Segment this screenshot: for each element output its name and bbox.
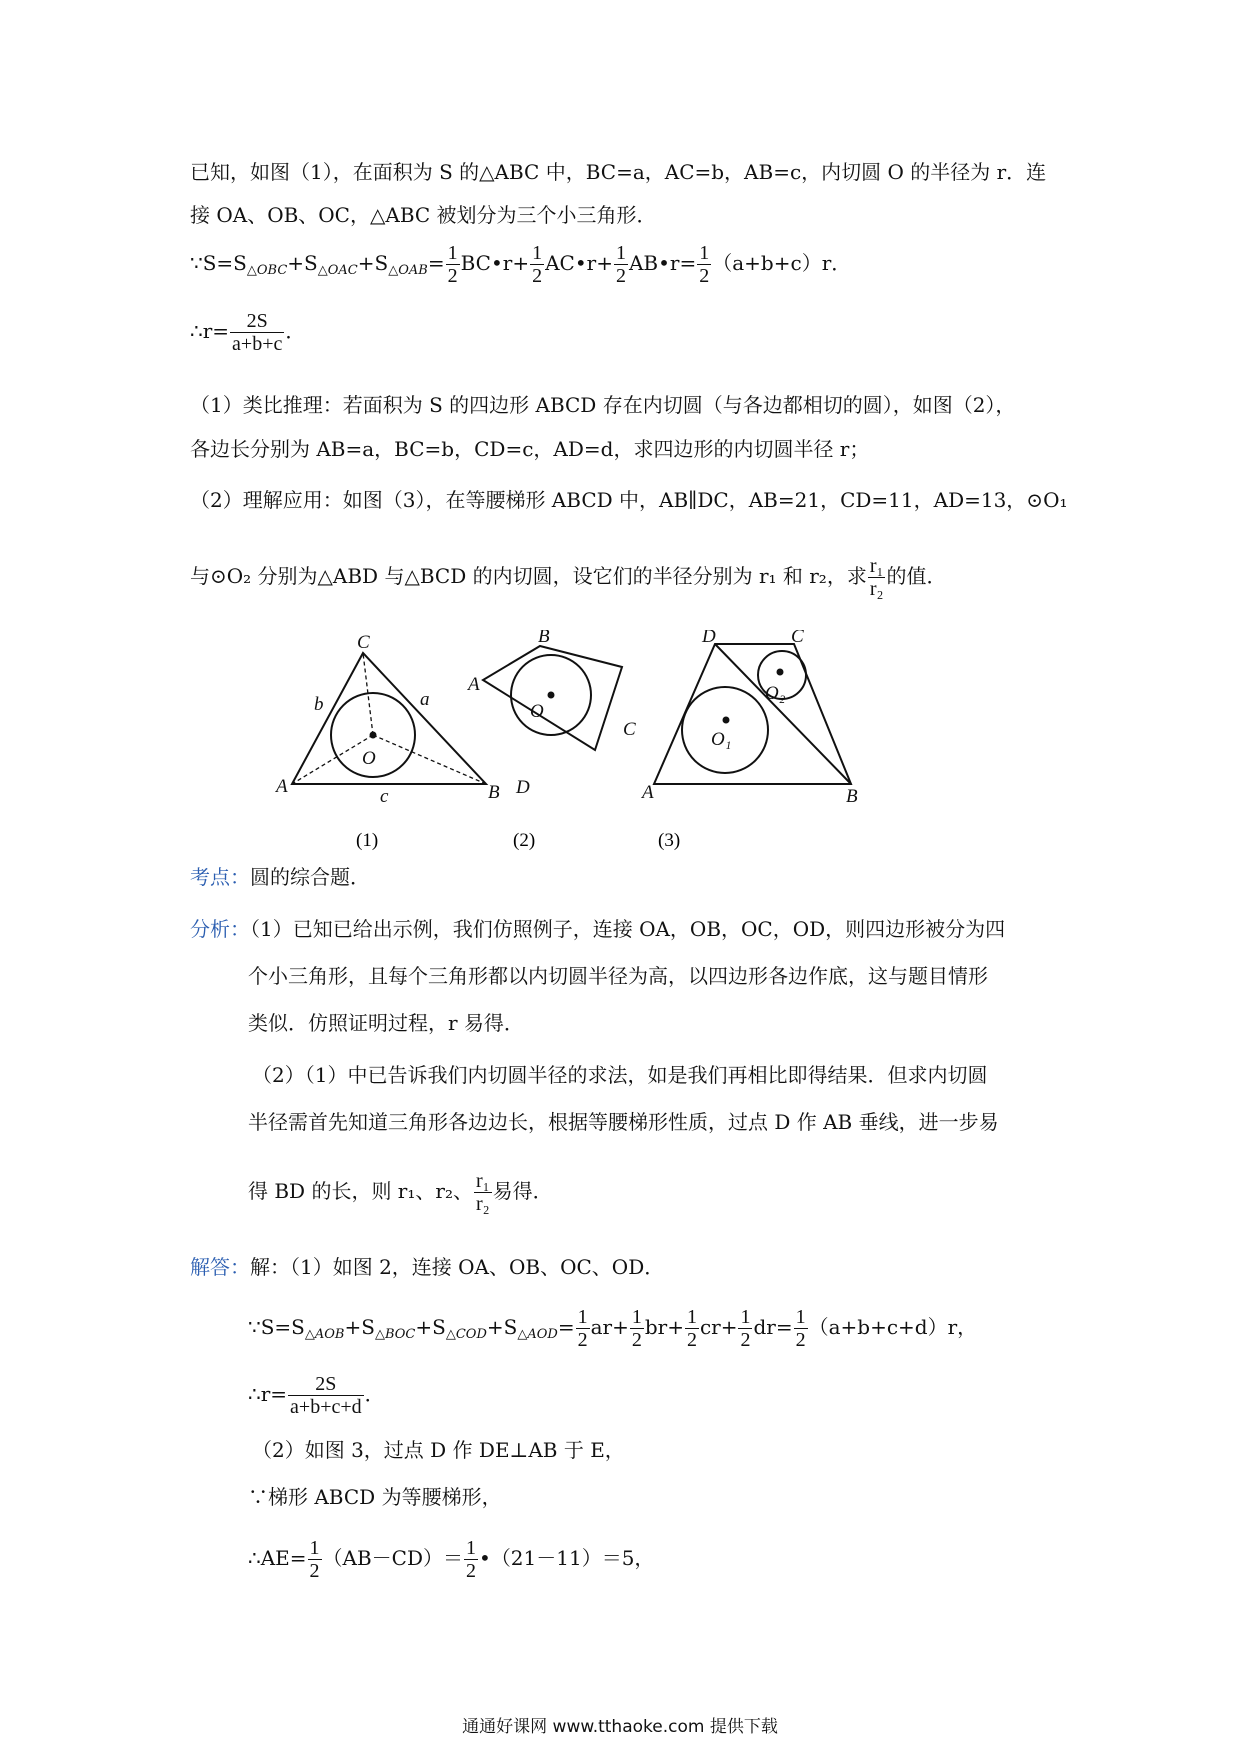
fenxi-tail: 易得． [492, 1179, 553, 1203]
fenxi-line-4: （2）（1）中已告诉我们内切圆半径的求法，如是我们再相比即得结果．但求内切圆 [252, 1063, 988, 1087]
fig1-label-O: O [362, 748, 376, 769]
fraction-half: $\frac{1}{2}$ [686, 1306, 697, 1351]
eq-prefix: ∴r= [248, 1382, 288, 1406]
fig2-caption: (2) [513, 830, 536, 851]
q2-tail: 的值． [886, 564, 947, 588]
jieda-equation-r: ∴r= $\frac{2S}{a+b+c+d}$ ． [248, 1373, 385, 1418]
fraction-half: $\frac{1}{2}$ [577, 1306, 588, 1351]
fraction-half: $\frac{1}{2}$ [699, 242, 710, 287]
fig3-caption: (3) [658, 830, 681, 851]
subscript: △AOB [304, 1327, 345, 1342]
fraction-half: $\frac{1}{2}$ [631, 1306, 642, 1351]
fenxi-line-2: 个小三角形，且每个三角形都以内切圆半径为高，以四边形各边作底，这与题目情形 [248, 964, 988, 988]
jieda-equation-sum: $\because S=S_{\triangle AOB}+S_{\triangle BOC}+S_{\triangle COD}+S_{\triangle AOD}=$ $\frac{1}{2}$ ar+ $\frac{1}{2}$ br+ $\frac{1}{2}$ cr+ $\frac{1}{2}$ dr= $\frac{1}{2}$ （a+b+c+d）r， [248, 1306, 978, 1351]
jieda-line-5: ∵梯形 ABCD 为等腰梯形， [248, 1485, 502, 1509]
fenxi-text: （1）已知已给出示例，我们仿照例子，连接 OA，OB，OC，OD，则四边形被分为四 [250, 917, 1006, 941]
q2-text: 与⊙O₂ 分别为△ABD 与△BCD 的内切圆，设它们的半径分别为 r₁ 和 r₂，求 [190, 564, 867, 588]
fig1-label-b: b [314, 694, 324, 715]
eq-prefix: ∵S=S [190, 251, 247, 275]
question-1-line-2: 各边长分别为 AB=a，BC=b，CD=c，AD=d，求四边形的内切圆半径 r； [190, 437, 870, 461]
term: （a+b+c）r． [712, 251, 852, 275]
kaodian-text: 圆的综合题． [250, 865, 370, 889]
fig1-label-A: A [276, 776, 288, 797]
fig2-label-C: C [623, 719, 636, 740]
fig1-label-c: c [380, 786, 389, 807]
fig3-label-D: D [702, 630, 716, 647]
equation-r: ∴r= $\frac{2S}{a+b+c}$ ． [190, 310, 306, 355]
term: （a+b+c+d）r， [808, 1315, 978, 1339]
jieda-text: 解：（1）如图 2，连接 OA、OB、OC、OD． [250, 1255, 665, 1279]
fig1-label-B: B [488, 782, 500, 803]
fraction-half: $\frac{1}{2}$ [740, 1306, 751, 1351]
eq-prefix: ∵S=S [248, 1315, 305, 1339]
subscript: △OBC [246, 263, 288, 278]
fraction-half: $\frac{1}{2}$ [466, 1537, 477, 1582]
fig1-label-C: C [357, 632, 370, 653]
fig3-label-B: B [846, 786, 858, 807]
problem-line-1: 已知，如图（1），在面积为 S 的△ABC 中，BC=a，AC=b，AB=c，内切圆 O 的半径为 r．连 [190, 160, 1047, 184]
subscript: △OAC [317, 263, 358, 278]
fig3-label-A: A [642, 782, 654, 803]
term: ar+ [590, 1315, 629, 1339]
fraction-half: $\frac{1}{2}$ [795, 1306, 806, 1351]
jieda-line-4: （2）如图 3，过点 D 作 DE⊥AB 于 E， [252, 1438, 625, 1462]
term: br+ [644, 1315, 684, 1339]
term: （AB－CD）＝ [322, 1546, 464, 1570]
fig2-label-B: B [538, 630, 550, 647]
fig2-label-A: A [468, 674, 480, 695]
subscript: △COD [445, 1327, 487, 1342]
subscript: △AOD [517, 1327, 558, 1342]
fig3-label-C: C [791, 630, 804, 647]
fraction-r: $\frac{2S}{a+b+c}$ [232, 310, 283, 355]
fig3-label-O2: O₂ [765, 683, 786, 704]
eq-prefix: ∴r= [190, 319, 230, 343]
fenxi-line-6 [248, 1170, 553, 1215]
fenxi-line-1 [190, 914, 1005, 944]
fig2-label-O: O [530, 701, 544, 722]
fraction-half: $\frac{1}{2}$ [309, 1537, 320, 1582]
figure-2-quadrilateral [483, 646, 622, 750]
subscript: △BOC [374, 1327, 416, 1342]
term: AB•r= [628, 251, 697, 275]
subscript: △OAB [388, 263, 428, 278]
term: cr+ [699, 1315, 738, 1339]
fraction-r: $\frac{2S}{a+b+c+d}$ [290, 1373, 362, 1418]
equation-area-sum: $\because S=S_{\triangle OBC}+S_{\triangle OAC}+S_{\triangle OAB}=$ $\frac{1}{2}$ BC•r+ $\frac{1}{2}$ AC•r+ $\frac{1}{2}$ AB•r= $\frac{1}{2}$ （a+b+c）r． [190, 242, 852, 287]
fig3-label-O1: O₁ [711, 729, 732, 750]
fraction-half: $\frac{1}{2}$ [615, 242, 626, 287]
fig1-caption: (1) [356, 830, 379, 851]
fenxi-label: 分析： [190, 917, 250, 941]
footer-source: 通通好课网 www.tthaoke.com 提供下载 [462, 1717, 778, 1737]
fraction-half: $\frac{1}{2}$ [447, 242, 458, 287]
term: dr= [753, 1315, 793, 1339]
term: •（21－11）＝5， [479, 1546, 655, 1570]
problem-line-2: 接 OA、OB、OC，△ABC 被划分为三个小三角形． [190, 203, 657, 227]
fenxi-line-3: 类似．仿照证明过程，r 易得． [248, 1011, 524, 1035]
term: BC•r+ [460, 251, 530, 275]
fenxi-text: 得 BD 的长，则 r₁、r₂、 [248, 1179, 473, 1203]
fig2-label-D: D [516, 777, 530, 798]
figure-3-trapezoid [654, 644, 851, 784]
question-2-line-1: （2）理解应用：如图（3），在等腰梯形 ABCD 中，AB∥DC，AB=21，CD=11，AD=13，⊙O₁ [190, 488, 1068, 512]
fraction-r1-r2: $\frac{\text{r₁}}{\text{r₂}}$ [869, 555, 884, 600]
term: AC•r+ [545, 251, 613, 275]
fenxi-line-5: 半径需首先知道三角形各边边长，根据等腰梯形性质，过点 D 作 AB 垂线，进一步易 [248, 1110, 999, 1134]
eq-prefix: ∴AE= [248, 1546, 307, 1570]
fraction-half: $\frac{1}{2}$ [532, 242, 543, 287]
jieda-label: 解答： [190, 1255, 250, 1279]
jieda-line-6 [248, 1537, 654, 1582]
jieda-line-1 [190, 1252, 664, 1282]
figure-1-triangle [292, 653, 486, 784]
geometry-figures [270, 630, 970, 855]
question-1-line-1: （1）类比推理：若面积为 S 的四边形 ABCD 存在内切圆（与各边都相切的圆），如图（2）， [190, 393, 1016, 417]
kaodian-line [190, 862, 370, 892]
question-2-line-2 [190, 555, 946, 600]
fig1-label-a: a [420, 689, 430, 710]
fraction-r1-r2: $\frac{\text{r₁}}{\text{r₂}}$ [475, 1170, 490, 1215]
kaodian-label: 考点： [190, 865, 250, 889]
